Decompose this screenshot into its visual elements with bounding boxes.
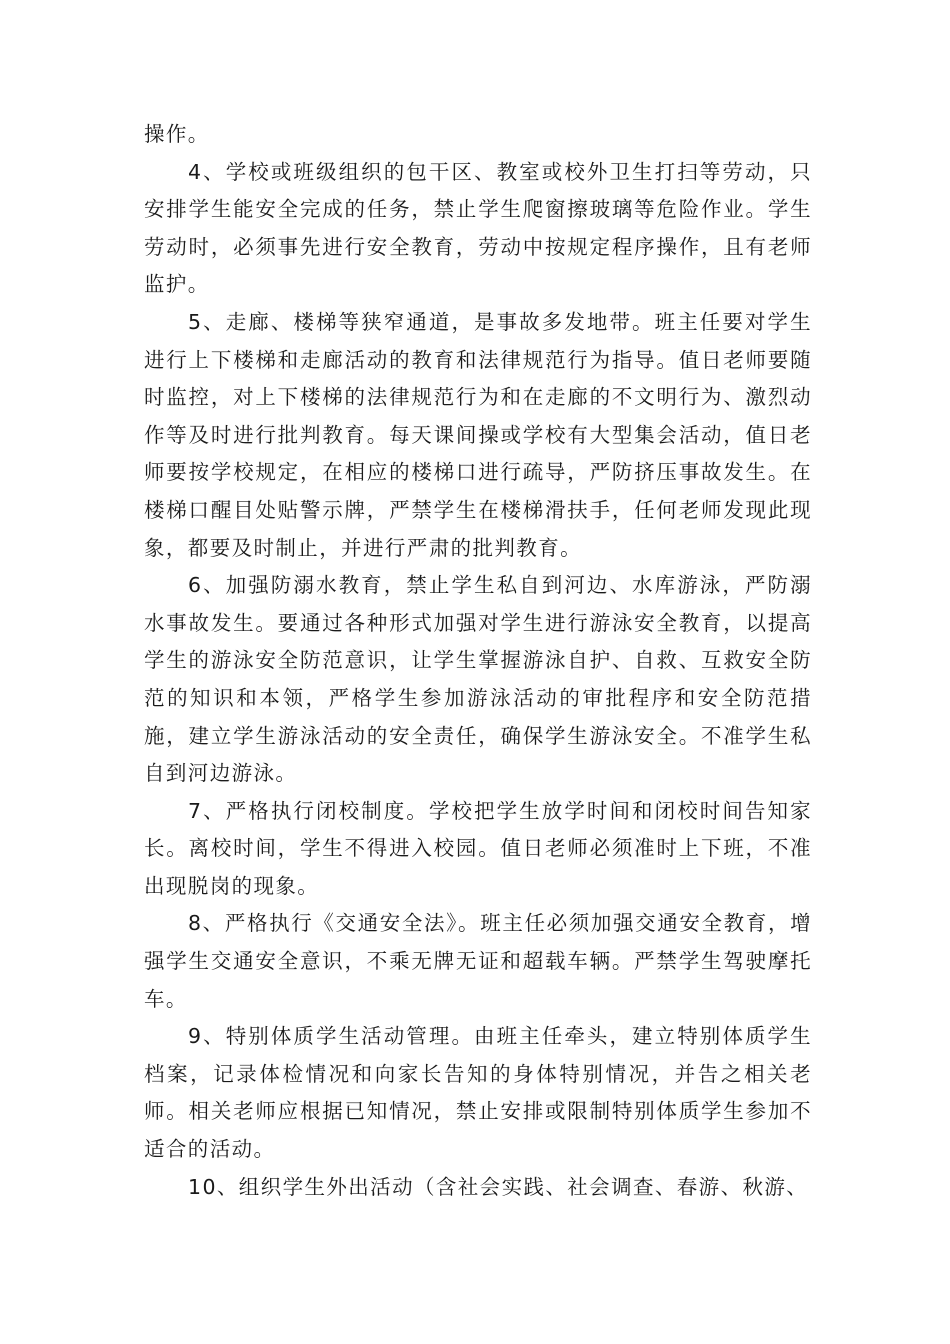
paragraph-item-6: 6、加强防溺水教育，禁止学生私自到河边、水库游泳，严防溺水事故发生。要通过各种形式加强对学生进行游泳安全教育，以提高学生的游泳安全防范意识，让学生掌握游泳自护、自救、互救安全防范的知识和本领，严格学生参加游泳活动的审批程序和安全防范措施，建立学生游泳活动的安全责任，确保学生游泳安全。不准学生私自到河边游泳。 [144, 573, 812, 786]
paragraph-item-5: 5、走廊、楼梯等狭窄通道，是事故多发地带。班主任要对学生进行上下楼梯和走廊活动的教育和法律规范行为指导。值日老师要随时监控，对上下楼梯的法律规范行为和在走廊的不文明行为、激烈动作等及时进行批判教育。每天课间操或学校有大型集会活动，值日老师要按学校规定，在相应的楼梯口进行疏导，严防挤压事故发生。在楼梯口醒目处贴警示牌，严禁学生在楼梯滑扶手，任何老师发现此现象，都要及时制止，并进行严肃的批判教育。 [144, 309, 812, 560]
paragraph-continuation: 操作。 [144, 122, 210, 146]
paragraph-item-9: 9、特别体质学生活动管理。由班主任牵头，建立特别体质学生档案，记录体检情况和向家长告知的身体特别情况，并告之相关老师。相关老师应根据已知情况，禁止安排或限制特别体质学生参加不适合的活动。 [144, 1024, 812, 1162]
paragraph-item-7: 7、严格执行闭校制度。学校把学生放学时间和闭校时间告知家长。离校时间，学生不得进入校园。值日老师必须准时上下班，不准出现脱岗的现象。 [144, 798, 812, 898]
document-body [144, 116, 812, 1206]
paragraph-item-8: 8、严格执行《交通安全法》。班主任必须加强交通安全教育，增强学生交通安全意识，不乘无牌无证和超载车辆。严禁学生驾驶摩托车。 [144, 911, 812, 1011]
paragraph-item-10: 10、组织学生外出活动（含社会实践、社会调查、春游、秋游、 [188, 1174, 809, 1199]
paragraph-item-4: 4、学校或班级组织的包干区、教室或校外卫生打扫等劳动，只安排学生能安全完成的任务，禁止学生爬窗擦玻璃等危险作业。学生劳动时，必须事先进行安全教育，劳动中按规定程序操作，且有老师监护。 [144, 159, 812, 297]
